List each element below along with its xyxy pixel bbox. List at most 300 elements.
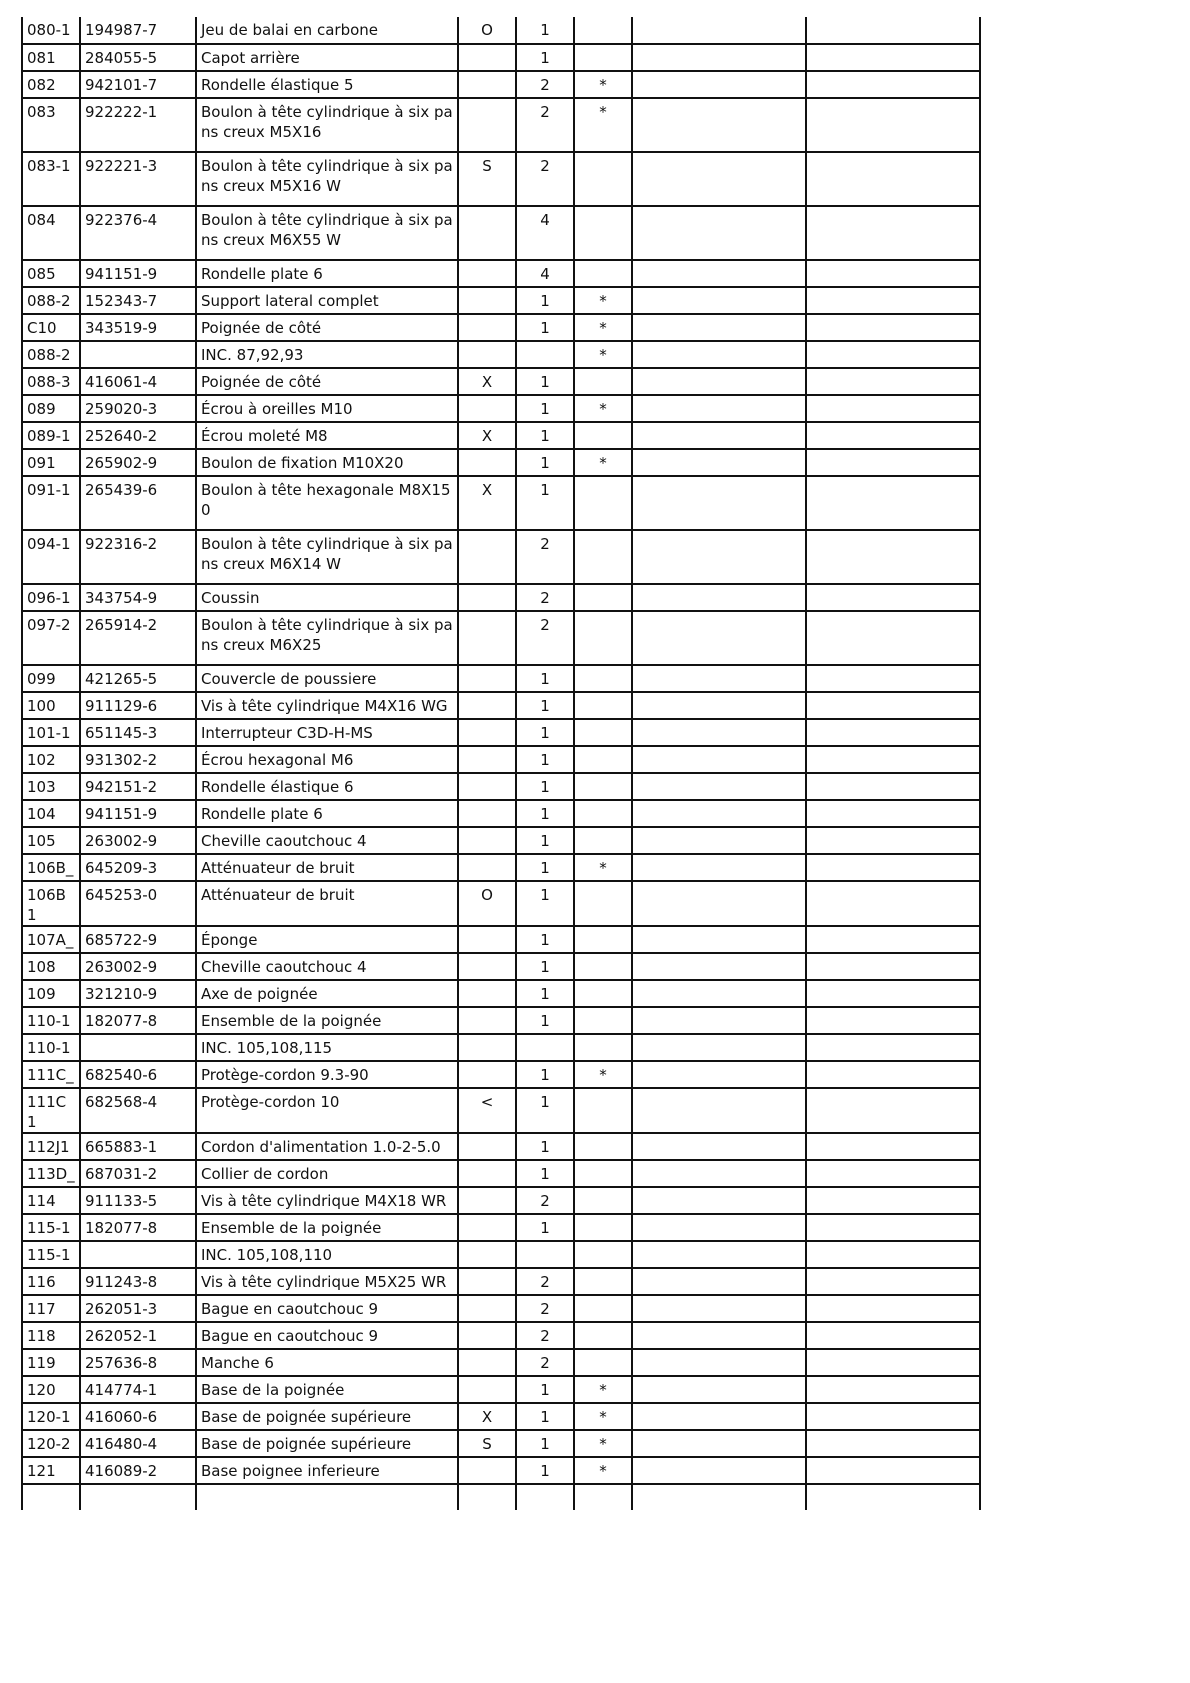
reference-cell: 106B_ (22, 854, 80, 881)
flag-cell (458, 1187, 516, 1214)
description-cell: Boulon de fixation M10X20 (196, 449, 458, 476)
reference-cell: 116 (22, 1268, 80, 1295)
quantity-cell: 1 (516, 314, 574, 341)
note-cell (574, 692, 632, 719)
empty-cell (196, 1484, 458, 1510)
flag-cell (458, 719, 516, 746)
description-cell: Support lateral complet (196, 287, 458, 314)
table-row (22, 800, 980, 827)
empty-cell (632, 1160, 806, 1187)
note-cell (574, 1241, 632, 1268)
note-cell: * (574, 1403, 632, 1430)
quantity-cell: 4 (516, 206, 574, 260)
table-row (22, 260, 980, 287)
reference-cell: 103 (22, 773, 80, 800)
flag-cell: O (458, 881, 516, 926)
empty-cell (632, 665, 806, 692)
note-cell (574, 881, 632, 926)
empty-cell (806, 1133, 980, 1160)
part-number-cell: 651145-3 (80, 719, 196, 746)
table-row (22, 854, 980, 881)
empty-cell (632, 260, 806, 287)
reference-cell: 080-1 (22, 17, 80, 44)
empty-cell (806, 422, 980, 449)
note-cell (574, 1214, 632, 1241)
empty-cell (806, 1295, 980, 1322)
note-cell (574, 584, 632, 611)
quantity-cell: 2 (516, 530, 574, 584)
quantity-cell: 1 (516, 980, 574, 1007)
empty-cell (806, 152, 980, 206)
note-cell (574, 1322, 632, 1349)
flag-cell: < (458, 1088, 516, 1133)
empty-cell (632, 827, 806, 854)
quantity-cell: 1 (516, 449, 574, 476)
empty-cell (806, 44, 980, 71)
note-cell (574, 719, 632, 746)
reference-cell: 101-1 (22, 719, 80, 746)
description-cell: Couvercle de poussiere (196, 665, 458, 692)
empty-cell (806, 71, 980, 98)
reference-cell: 097-2 (22, 611, 80, 665)
part-number-cell: 343519-9 (80, 314, 196, 341)
table-row (22, 1322, 980, 1349)
quantity-cell: 1 (516, 395, 574, 422)
reference-cell: 110-1 (22, 1007, 80, 1034)
note-cell (574, 422, 632, 449)
description-cell: Base de poignée supérieure (196, 1430, 458, 1457)
table-row (22, 881, 980, 926)
part-number-cell: 262051-3 (80, 1295, 196, 1322)
empty-cell (806, 773, 980, 800)
empty-cell (806, 611, 980, 665)
quantity-cell (516, 1034, 574, 1061)
part-number-cell: 265439-6 (80, 476, 196, 530)
quantity-cell: 1 (516, 44, 574, 71)
description-cell: Base poignee inferieure (196, 1457, 458, 1484)
empty-cell (632, 584, 806, 611)
empty-cell (632, 314, 806, 341)
empty-cell (806, 1430, 980, 1457)
empty-cell (632, 152, 806, 206)
note-cell (574, 746, 632, 773)
quantity-cell (516, 1241, 574, 1268)
table-row (22, 980, 980, 1007)
part-number-cell: 922376-4 (80, 206, 196, 260)
empty-cell (806, 476, 980, 530)
empty-cell (806, 692, 980, 719)
quantity-cell: 2 (516, 1187, 574, 1214)
description-cell: Rondelle élastique 6 (196, 773, 458, 800)
table-row (22, 692, 980, 719)
flag-cell: O (458, 17, 516, 44)
part-number-cell: 942151-2 (80, 773, 196, 800)
flag-cell (458, 206, 516, 260)
table-row (22, 314, 980, 341)
table-row (22, 287, 980, 314)
flag-cell (458, 1133, 516, 1160)
empty-cell (632, 800, 806, 827)
empty-cell (632, 719, 806, 746)
description-cell: Boulon à tête cylindrique à six pans creux M5X16 W (196, 152, 458, 206)
reference-cell: 091 (22, 449, 80, 476)
description-cell: INC. 105,108,110 (196, 1241, 458, 1268)
empty-cell (806, 1187, 980, 1214)
quantity-cell: 1 (516, 476, 574, 530)
note-cell (574, 953, 632, 980)
flag-cell (458, 1349, 516, 1376)
empty-cell (806, 17, 980, 44)
reference-cell: 084 (22, 206, 80, 260)
part-number-cell: 416060-6 (80, 1403, 196, 1430)
description-cell: Boulon à tête cylindrique à six pans creux M6X25 (196, 611, 458, 665)
reference-cell: 113D_ (22, 1160, 80, 1187)
part-number-cell: 416480-4 (80, 1430, 196, 1457)
reference-cell: 117 (22, 1295, 80, 1322)
empty-cell (632, 1214, 806, 1241)
quantity-cell: 1 (516, 1088, 574, 1133)
quantity-cell: 2 (516, 98, 574, 152)
reference-cell: 088-2 (22, 287, 80, 314)
description-cell: Bague en caoutchouc 9 (196, 1295, 458, 1322)
table-row (22, 449, 980, 476)
table-row (22, 152, 980, 206)
table-row (22, 584, 980, 611)
note-cell (574, 611, 632, 665)
description-cell: Poignée de côté (196, 314, 458, 341)
table-row (22, 1160, 980, 1187)
note-cell (574, 44, 632, 71)
empty-cell (632, 692, 806, 719)
note-cell: * (574, 341, 632, 368)
table-row (22, 341, 980, 368)
quantity-cell: 1 (516, 953, 574, 980)
reference-cell: 109 (22, 980, 80, 1007)
empty-cell (806, 449, 980, 476)
empty-cell (806, 1403, 980, 1430)
flag-cell: X (458, 422, 516, 449)
reference-cell: 114 (22, 1187, 80, 1214)
part-number-cell: 665883-1 (80, 1133, 196, 1160)
empty-cell (806, 665, 980, 692)
empty-cell (22, 1484, 80, 1510)
note-cell (574, 476, 632, 530)
reference-cell: 085 (22, 260, 80, 287)
table-row (22, 1457, 980, 1484)
quantity-cell: 1 (516, 1457, 574, 1484)
quantity-cell: 1 (516, 827, 574, 854)
table-row (22, 746, 980, 773)
description-cell: Bague en caoutchouc 9 (196, 1322, 458, 1349)
empty-cell (806, 881, 980, 926)
empty-cell (632, 1349, 806, 1376)
reference-cell: 121 (22, 1457, 80, 1484)
part-number-cell (80, 1241, 196, 1268)
description-cell: Capot arrière (196, 44, 458, 71)
quantity-cell: 2 (516, 71, 574, 98)
reference-cell: 105 (22, 827, 80, 854)
flag-cell (458, 800, 516, 827)
reference-cell: 111C1 (22, 1088, 80, 1133)
flag-cell (458, 1268, 516, 1295)
empty-cell (632, 206, 806, 260)
reference-cell: 088-3 (22, 368, 80, 395)
description-cell: Ensemble de la poignée (196, 1007, 458, 1034)
description-cell: Cheville caoutchouc 4 (196, 953, 458, 980)
note-cell (574, 1349, 632, 1376)
flag-cell (458, 395, 516, 422)
flag-cell (458, 260, 516, 287)
table-row (22, 773, 980, 800)
flag-cell (458, 1214, 516, 1241)
table-row (22, 206, 980, 260)
flag-cell: S (458, 152, 516, 206)
quantity-cell: 1 (516, 665, 574, 692)
note-cell (574, 368, 632, 395)
description-cell: Boulon à tête cylindrique à six pans creux M6X14 W (196, 530, 458, 584)
note-cell (574, 827, 632, 854)
description-cell: Boulon à tête cylindrique à six pans creux M5X16 (196, 98, 458, 152)
empty-cell (806, 1214, 980, 1241)
parts-table-body (22, 17, 980, 1510)
empty-cell (806, 1160, 980, 1187)
quantity-cell: 1 (516, 773, 574, 800)
quantity-cell: 1 (516, 746, 574, 773)
table-row (22, 719, 980, 746)
empty-cell (806, 1061, 980, 1088)
reference-cell: 115-1 (22, 1214, 80, 1241)
flag-cell: S (458, 1430, 516, 1457)
part-number-cell: 263002-9 (80, 827, 196, 854)
note-cell: * (574, 1376, 632, 1403)
reference-cell: 091-1 (22, 476, 80, 530)
note-cell: * (574, 287, 632, 314)
part-number-cell: 922222-1 (80, 98, 196, 152)
part-number-cell: 421265-5 (80, 665, 196, 692)
empty-cell (516, 1484, 574, 1510)
empty-cell (806, 719, 980, 746)
description-cell: Écrou moleté M8 (196, 422, 458, 449)
description-cell: Jeu de balai en carbone (196, 17, 458, 44)
table-row (22, 665, 980, 692)
note-cell (574, 206, 632, 260)
quantity-cell: 2 (516, 611, 574, 665)
flag-cell (458, 1376, 516, 1403)
reference-cell: 119 (22, 1349, 80, 1376)
description-cell: Vis à tête cylindrique M5X25 WR (196, 1268, 458, 1295)
description-cell: Écrou à oreilles M10 (196, 395, 458, 422)
reference-cell: 106B1 (22, 881, 80, 926)
empty-cell (632, 1088, 806, 1133)
flag-cell (458, 953, 516, 980)
table-row (22, 1241, 980, 1268)
part-number-cell: 263002-9 (80, 953, 196, 980)
reference-cell: 089-1 (22, 422, 80, 449)
empty-cell (632, 287, 806, 314)
note-cell (574, 530, 632, 584)
empty-cell (806, 953, 980, 980)
reference-cell: 088-2 (22, 341, 80, 368)
empty-cell (632, 98, 806, 152)
note-cell: * (574, 1430, 632, 1457)
note-cell: * (574, 1457, 632, 1484)
empty-cell (632, 611, 806, 665)
empty-cell (806, 827, 980, 854)
empty-cell (806, 98, 980, 152)
part-number-cell: 682540-6 (80, 1061, 196, 1088)
quantity-cell: 2 (516, 1322, 574, 1349)
flag-cell (458, 1241, 516, 1268)
reference-cell: 082 (22, 71, 80, 98)
empty-cell (806, 1268, 980, 1295)
empty-cell (632, 1061, 806, 1088)
empty-cell (806, 1322, 980, 1349)
table-row (22, 1034, 980, 1061)
part-number-cell: 941151-9 (80, 260, 196, 287)
part-number-cell: 259020-3 (80, 395, 196, 422)
part-number-cell: 922316-2 (80, 530, 196, 584)
empty-cell (632, 1457, 806, 1484)
reference-cell: 107A_ (22, 926, 80, 953)
empty-cell (632, 1007, 806, 1034)
flag-cell: X (458, 476, 516, 530)
part-number-cell (80, 1034, 196, 1061)
empty-cell (806, 530, 980, 584)
table-row (22, 1061, 980, 1088)
empty-cell (806, 341, 980, 368)
note-cell (574, 926, 632, 953)
empty-cell (806, 395, 980, 422)
quantity-cell: 1 (516, 287, 574, 314)
part-number-cell: 152343-7 (80, 287, 196, 314)
part-number-cell: 911129-6 (80, 692, 196, 719)
note-cell (574, 980, 632, 1007)
empty-cell (80, 1484, 196, 1510)
table-row (22, 1214, 980, 1241)
empty-cell (632, 926, 806, 953)
part-number-cell: 182077-8 (80, 1214, 196, 1241)
empty-cell (806, 854, 980, 881)
empty-cell (806, 287, 980, 314)
table-row (22, 1403, 980, 1430)
quantity-cell: 1 (516, 1007, 574, 1034)
part-number-cell: 343754-9 (80, 584, 196, 611)
part-number-cell: 416089-2 (80, 1457, 196, 1484)
empty-cell (806, 980, 980, 1007)
flag-cell (458, 692, 516, 719)
quantity-cell: 1 (516, 422, 574, 449)
quantity-cell: 1 (516, 854, 574, 881)
empty-cell (632, 1376, 806, 1403)
description-cell: Boulon à tête cylindrique à six pans creux M6X55 W (196, 206, 458, 260)
quantity-cell: 1 (516, 1376, 574, 1403)
parts-table (21, 17, 981, 1510)
part-number-cell: 265902-9 (80, 449, 196, 476)
table-row (22, 476, 980, 530)
empty-cell (806, 800, 980, 827)
table-row (22, 422, 980, 449)
empty-cell (632, 449, 806, 476)
description-cell: Vis à tête cylindrique M4X16 WG (196, 692, 458, 719)
table-row (22, 368, 980, 395)
empty-cell (806, 584, 980, 611)
part-number-cell: 682568-4 (80, 1088, 196, 1133)
note-cell (574, 260, 632, 287)
quantity-cell: 1 (516, 1133, 574, 1160)
part-number-cell: 687031-2 (80, 1160, 196, 1187)
note-cell: * (574, 314, 632, 341)
empty-cell (806, 368, 980, 395)
table-row (22, 1295, 980, 1322)
table-row-continuation (22, 1484, 980, 1510)
table-row (22, 44, 980, 71)
part-number-cell: 941151-9 (80, 800, 196, 827)
empty-cell (806, 1241, 980, 1268)
description-cell: Éponge (196, 926, 458, 953)
reference-cell: 083 (22, 98, 80, 152)
note-cell (574, 1007, 632, 1034)
quantity-cell: 2 (516, 1268, 574, 1295)
reference-cell: 104 (22, 800, 80, 827)
quantity-cell: 1 (516, 881, 574, 926)
empty-cell (806, 314, 980, 341)
note-cell (574, 1133, 632, 1160)
note-cell (574, 665, 632, 692)
empty-cell (632, 1484, 806, 1510)
reference-cell: 112J1 (22, 1133, 80, 1160)
table-row (22, 395, 980, 422)
description-cell: Poignée de côté (196, 368, 458, 395)
empty-cell (632, 422, 806, 449)
note-cell (574, 1295, 632, 1322)
empty-cell (806, 1457, 980, 1484)
description-cell: Cheville caoutchouc 4 (196, 827, 458, 854)
table-row (22, 926, 980, 953)
reference-cell: 096-1 (22, 584, 80, 611)
quantity-cell: 2 (516, 1295, 574, 1322)
quantity-cell: 2 (516, 584, 574, 611)
part-number-cell: 645253-0 (80, 881, 196, 926)
description-cell: Base de poignée supérieure (196, 1403, 458, 1430)
empty-cell (632, 746, 806, 773)
quantity-cell: 1 (516, 719, 574, 746)
empty-cell (632, 1133, 806, 1160)
description-cell: Vis à tête cylindrique M4X18 WR (196, 1187, 458, 1214)
quantity-cell: 2 (516, 1349, 574, 1376)
empty-cell (632, 341, 806, 368)
empty-cell (632, 1241, 806, 1268)
table-row (22, 17, 980, 44)
empty-cell (806, 1034, 980, 1061)
flag-cell (458, 1007, 516, 1034)
empty-cell (806, 1088, 980, 1133)
quantity-cell: 4 (516, 260, 574, 287)
part-number-cell (80, 341, 196, 368)
empty-cell (632, 1034, 806, 1061)
flag-cell (458, 449, 516, 476)
flag-cell (458, 611, 516, 665)
empty-cell (632, 17, 806, 44)
description-cell: Base de la poignée (196, 1376, 458, 1403)
part-number-cell: 685722-9 (80, 926, 196, 953)
reference-cell: 118 (22, 1322, 80, 1349)
table-row (22, 1187, 980, 1214)
reference-cell: 102 (22, 746, 80, 773)
note-cell (574, 1187, 632, 1214)
empty-cell (806, 926, 980, 953)
note-cell (574, 1034, 632, 1061)
description-cell: Protège-cordon 9.3-90 (196, 1061, 458, 1088)
